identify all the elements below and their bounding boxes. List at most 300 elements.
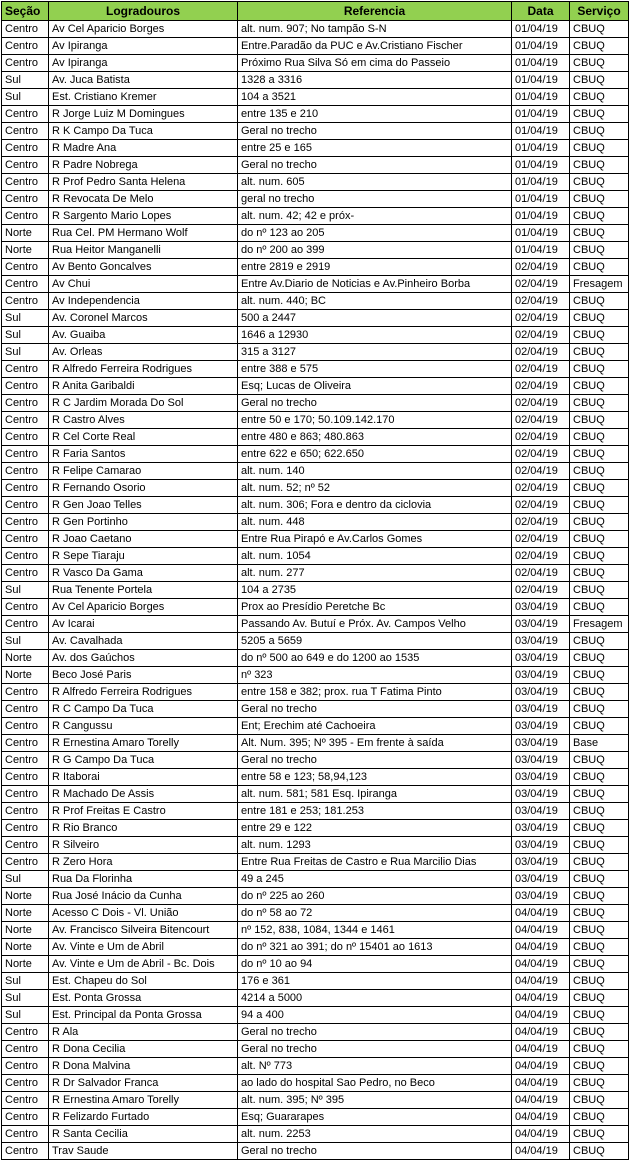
cell-logradouro: Rua Cel. PM Hermano Wolf xyxy=(49,225,238,242)
cell-logradouro: R Dona Malvina xyxy=(49,1058,238,1075)
cell-referencia: 4214 a 5000 xyxy=(238,990,512,1007)
table-row xyxy=(2,38,629,55)
cell-secao: Centro xyxy=(2,191,49,208)
cell-logradouro: Av. Juca Batista xyxy=(49,72,238,89)
cell-data: 01/04/19 xyxy=(512,174,570,191)
cell-referencia: do nº 225 ao 260 xyxy=(238,888,512,905)
table-row xyxy=(2,429,629,446)
cell-secao: Norte xyxy=(2,939,49,956)
table-row xyxy=(2,463,629,480)
cell-servico: CBUQ xyxy=(570,650,629,667)
cell-data: 04/04/19 xyxy=(512,956,570,973)
cell-logradouro: R Ernestina Amaro Torelly xyxy=(49,735,238,752)
table-row xyxy=(2,123,629,140)
table-row xyxy=(2,174,629,191)
cell-servico: CBUQ xyxy=(570,922,629,939)
cell-referencia: entre 135 e 210 xyxy=(238,106,512,123)
cell-data: 02/04/19 xyxy=(512,395,570,412)
cell-servico: CBUQ xyxy=(570,1075,629,1092)
cell-data: 03/04/19 xyxy=(512,769,570,786)
cell-data: 04/04/19 xyxy=(512,1007,570,1024)
cell-servico: CBUQ xyxy=(570,973,629,990)
cell-secao: Centro xyxy=(2,497,49,514)
cell-secao: Centro xyxy=(2,174,49,191)
cell-secao: Sul xyxy=(2,344,49,361)
cell-servico: CBUQ xyxy=(570,667,629,684)
column-header-referencia: Referencia xyxy=(238,2,512,21)
cell-data: 02/04/19 xyxy=(512,378,570,395)
cell-servico: CBUQ xyxy=(570,106,629,123)
cell-secao: Centro xyxy=(2,1092,49,1109)
cell-servico: CBUQ xyxy=(570,140,629,157)
cell-logradouro: R Cel Corte Real xyxy=(49,429,238,446)
cell-referencia: Geral no trecho xyxy=(238,395,512,412)
cell-servico: CBUQ xyxy=(570,803,629,820)
table-row xyxy=(2,735,629,752)
cell-servico: CBUQ xyxy=(570,514,629,531)
cell-secao: Norte xyxy=(2,242,49,259)
table-row xyxy=(2,1075,629,1092)
cell-secao: Sul xyxy=(2,72,49,89)
cell-referencia: entre 158 e 382; prox. rua T Fatima Pinto xyxy=(238,684,512,701)
cell-secao: Centro xyxy=(2,1024,49,1041)
cell-data: 04/04/19 xyxy=(512,939,570,956)
cell-logradouro: Av Cel Aparicio Borges xyxy=(49,21,238,38)
cell-servico: CBUQ xyxy=(570,633,629,650)
cell-data: 03/04/19 xyxy=(512,820,570,837)
cell-logradouro: Av. Vinte e Um de Abril - Bc. Dois xyxy=(49,956,238,973)
cell-referencia: Geral no trecho xyxy=(238,1041,512,1058)
cell-referencia: entre 181 e 253; 181.253 xyxy=(238,803,512,820)
cell-referencia: entre 2819 e 2919 xyxy=(238,259,512,276)
table-row xyxy=(2,820,629,837)
table-row xyxy=(2,633,629,650)
cell-data: 03/04/19 xyxy=(512,786,570,803)
cell-logradouro: R Gen Joao Telles xyxy=(49,497,238,514)
cell-servico: CBUQ xyxy=(570,38,629,55)
table-row xyxy=(2,803,629,820)
cell-secao: Centro xyxy=(2,769,49,786)
table-row xyxy=(2,361,629,378)
table-row xyxy=(2,21,629,38)
cell-referencia: 94 a 400 xyxy=(238,1007,512,1024)
cell-referencia: nº 323 xyxy=(238,667,512,684)
table-row xyxy=(2,1109,629,1126)
cell-logradouro: R Vasco Da Gama xyxy=(49,565,238,582)
table-row xyxy=(2,922,629,939)
cell-referencia: Geral no trecho xyxy=(238,157,512,174)
cell-logradouro: R Padre Nobrega xyxy=(49,157,238,174)
table-row xyxy=(2,1041,629,1058)
table-row xyxy=(2,293,629,310)
column-header-servico: Serviço xyxy=(570,2,629,21)
cell-data: 02/04/19 xyxy=(512,429,570,446)
cell-logradouro: R Sepe Tiaraju xyxy=(49,548,238,565)
cell-servico: CBUQ xyxy=(570,531,629,548)
cell-referencia: ao lado do hospital Sao Pedro, no Beco xyxy=(238,1075,512,1092)
cell-data: 02/04/19 xyxy=(512,293,570,310)
cell-servico: CBUQ xyxy=(570,157,629,174)
cell-secao: Centro xyxy=(2,463,49,480)
cell-data: 03/04/19 xyxy=(512,633,570,650)
table-row xyxy=(2,548,629,565)
cell-servico: CBUQ xyxy=(570,1109,629,1126)
cell-data: 01/04/19 xyxy=(512,21,570,38)
cell-referencia: do nº 200 ao 399 xyxy=(238,242,512,259)
cell-servico: CBUQ xyxy=(570,72,629,89)
cell-logradouro: R C Jardim Morada Do Sol xyxy=(49,395,238,412)
cell-secao: Centro xyxy=(2,752,49,769)
cell-data: 02/04/19 xyxy=(512,412,570,429)
cell-logradouro: R Prof Freitas E Castro xyxy=(49,803,238,820)
cell-logradouro: R Sargento Mario Lopes xyxy=(49,208,238,225)
cell-logradouro: R Dr Salvador Franca xyxy=(49,1075,238,1092)
cell-referencia: do nº 500 ao 649 e do 1200 ao 1535 xyxy=(238,650,512,667)
table-row xyxy=(2,718,629,735)
cell-referencia: nº 152, 838, 1084, 1344 e 1461 xyxy=(238,922,512,939)
cell-referencia: do nº 10 ao 94 xyxy=(238,956,512,973)
table-row xyxy=(2,497,629,514)
table-row xyxy=(2,1024,629,1041)
cell-data: 01/04/19 xyxy=(512,106,570,123)
table-row xyxy=(2,225,629,242)
cell-secao: Centro xyxy=(2,38,49,55)
table-row xyxy=(2,140,629,157)
cell-referencia: 1646 a 12930 xyxy=(238,327,512,344)
cell-logradouro: R Santa Cecilia xyxy=(49,1126,238,1143)
cell-data: 04/04/19 xyxy=(512,973,570,990)
cell-secao: Norte xyxy=(2,956,49,973)
cell-logradouro: R K Campo Da Tuca xyxy=(49,123,238,140)
cell-secao: Centro xyxy=(2,718,49,735)
cell-secao: Norte xyxy=(2,922,49,939)
cell-servico: CBUQ xyxy=(570,956,629,973)
cell-servico: CBUQ xyxy=(570,718,629,735)
cell-logradouro: R Fernando Osorio xyxy=(49,480,238,497)
cell-servico: CBUQ xyxy=(570,752,629,769)
table-row xyxy=(2,837,629,854)
cell-secao: Centro xyxy=(2,684,49,701)
cell-data: 04/04/19 xyxy=(512,1024,570,1041)
table-row xyxy=(2,871,629,888)
cell-logradouro: R Madre Ana xyxy=(49,140,238,157)
table-row xyxy=(2,446,629,463)
cell-servico: CBUQ xyxy=(570,939,629,956)
table-row xyxy=(2,973,629,990)
cell-secao: Norte xyxy=(2,225,49,242)
cell-secao: Sul xyxy=(2,990,49,1007)
cell-referencia: alt. num. 2253 xyxy=(238,1126,512,1143)
cell-data: 02/04/19 xyxy=(512,259,570,276)
cell-servico: CBUQ xyxy=(570,480,629,497)
cell-servico: CBUQ xyxy=(570,582,629,599)
cell-data: 02/04/19 xyxy=(512,344,570,361)
cell-data: 04/04/19 xyxy=(512,1109,570,1126)
cell-logradouro: Av. Vinte e Um de Abril xyxy=(49,939,238,956)
cell-servico: CBUQ xyxy=(570,259,629,276)
cell-logradouro: R Silveiro xyxy=(49,837,238,854)
cell-logradouro: R C Campo Da Tuca xyxy=(49,701,238,718)
cell-servico: CBUQ xyxy=(570,293,629,310)
cell-servico: CBUQ xyxy=(570,310,629,327)
cell-secao: Centro xyxy=(2,1075,49,1092)
cell-secao: Centro xyxy=(2,106,49,123)
cell-data: 04/04/19 xyxy=(512,1041,570,1058)
cell-logradouro: Av Icarai xyxy=(49,616,238,633)
cell-secao: Sul xyxy=(2,871,49,888)
table-row xyxy=(2,1007,629,1024)
table-row xyxy=(2,1092,629,1109)
cell-logradouro: Av. Orleas xyxy=(49,344,238,361)
cell-data: 03/04/19 xyxy=(512,837,570,854)
cell-servico: CBUQ xyxy=(570,769,629,786)
cell-data: 03/04/19 xyxy=(512,684,570,701)
cell-logradouro: R Felizardo Furtado xyxy=(49,1109,238,1126)
cell-logradouro: R Alfredo Ferreira Rodrigues xyxy=(49,361,238,378)
cell-servico: CBUQ xyxy=(570,242,629,259)
cell-data: 03/04/19 xyxy=(512,701,570,718)
cell-logradouro: Av Independencia xyxy=(49,293,238,310)
cell-logradouro: R Itaborai xyxy=(49,769,238,786)
cell-servico: CBUQ xyxy=(570,1041,629,1058)
cell-servico: CBUQ xyxy=(570,548,629,565)
cell-logradouro: R Faria Santos xyxy=(49,446,238,463)
table-row xyxy=(2,208,629,225)
cell-referencia: alt. num. 448 xyxy=(238,514,512,531)
cell-data: 02/04/19 xyxy=(512,276,570,293)
cell-data: 02/04/19 xyxy=(512,446,570,463)
cell-secao: Sul xyxy=(2,973,49,990)
cell-secao: Centro xyxy=(2,820,49,837)
cell-secao: Centro xyxy=(2,412,49,429)
cell-logradouro: R Alfredo Ferreira Rodrigues xyxy=(49,684,238,701)
table-row xyxy=(2,412,629,429)
cell-secao: Centro xyxy=(2,480,49,497)
cell-referencia: 315 a 3127 xyxy=(238,344,512,361)
cell-logradouro: Trav Saude xyxy=(49,1143,238,1160)
table-row xyxy=(2,1126,629,1143)
cell-logradouro: R Jorge Luiz M Domingues xyxy=(49,106,238,123)
cell-referencia: Alt. Num. 395; Nº 395 - Em frente à saída xyxy=(238,735,512,752)
cell-data: 01/04/19 xyxy=(512,140,570,157)
cell-secao: Sul xyxy=(2,310,49,327)
cell-secao: Centro xyxy=(2,395,49,412)
cell-referencia: alt. num. 605 xyxy=(238,174,512,191)
cell-referencia: alt. num. 306; Fora e dentro da ciclovia xyxy=(238,497,512,514)
cell-data: 04/04/19 xyxy=(512,1126,570,1143)
cell-logradouro: R Machado De Assis xyxy=(49,786,238,803)
cell-secao: Centro xyxy=(2,208,49,225)
cell-secao: Centro xyxy=(2,1058,49,1075)
cell-referencia: do nº 58 ao 72 xyxy=(238,905,512,922)
cell-servico: CBUQ xyxy=(570,89,629,106)
cell-secao: Centro xyxy=(2,1126,49,1143)
cell-servico: CBUQ xyxy=(570,208,629,225)
cell-secao: Centro xyxy=(2,140,49,157)
cell-logradouro: R Revocata De Melo xyxy=(49,191,238,208)
table-row xyxy=(2,242,629,259)
cell-referencia: Geral no trecho xyxy=(238,1024,512,1041)
cell-data: 02/04/19 xyxy=(512,497,570,514)
cell-servico: CBUQ xyxy=(570,174,629,191)
table-row xyxy=(2,276,629,293)
table-row xyxy=(2,191,629,208)
cell-logradouro: Est. Ponta Grossa xyxy=(49,990,238,1007)
cell-referencia: alt. num. 52; nº 52 xyxy=(238,480,512,497)
cell-logradouro: R Castro Alves xyxy=(49,412,238,429)
cell-referencia: alt. num. 277 xyxy=(238,565,512,582)
cell-referencia: Esq; Guararapes xyxy=(238,1109,512,1126)
cell-data: 03/04/19 xyxy=(512,752,570,769)
cell-referencia: Geral no trecho xyxy=(238,701,512,718)
cell-referencia: Geral no trecho xyxy=(238,1143,512,1160)
cell-data: 01/04/19 xyxy=(512,89,570,106)
cell-data: 02/04/19 xyxy=(512,480,570,497)
cell-data: 02/04/19 xyxy=(512,310,570,327)
column-header-secao: Seção xyxy=(2,2,49,21)
table-row xyxy=(2,72,629,89)
cell-logradouro: R Cangussu xyxy=(49,718,238,735)
table-row xyxy=(2,582,629,599)
cell-servico: CBUQ xyxy=(570,990,629,1007)
table-row xyxy=(2,956,629,973)
cell-secao: Centro xyxy=(2,429,49,446)
table-row xyxy=(2,565,629,582)
table-row xyxy=(2,701,629,718)
cell-referencia: Prox ao Presídio Peretche Bc xyxy=(238,599,512,616)
cell-secao: Centro xyxy=(2,514,49,531)
services-table xyxy=(1,1,629,1160)
cell-secao: Sul xyxy=(2,89,49,106)
cell-logradouro: Av Ipiranga xyxy=(49,38,238,55)
cell-secao: Centro xyxy=(2,616,49,633)
cell-logradouro: Av Bento Goncalves xyxy=(49,259,238,276)
cell-secao: Centro xyxy=(2,123,49,140)
table-row xyxy=(2,1058,629,1075)
cell-data: 03/04/19 xyxy=(512,667,570,684)
cell-secao: Centro xyxy=(2,1143,49,1160)
cell-servico: CBUQ xyxy=(570,378,629,395)
cell-logradouro: R Rio Branco xyxy=(49,820,238,837)
cell-servico: CBUQ xyxy=(570,684,629,701)
cell-referencia: entre 58 e 123; 58,94,123 xyxy=(238,769,512,786)
cell-data: 04/04/19 xyxy=(512,905,570,922)
cell-logradouro: Rua Da Florinha xyxy=(49,871,238,888)
cell-logradouro: Est. Principal da Ponta Grossa xyxy=(49,1007,238,1024)
cell-logradouro: R Dona Cecilia xyxy=(49,1041,238,1058)
cell-secao: Centro xyxy=(2,259,49,276)
table-row xyxy=(2,599,629,616)
cell-referencia: entre 622 e 650; 622.650 xyxy=(238,446,512,463)
cell-secao: Sul xyxy=(2,1007,49,1024)
cell-secao: Centro xyxy=(2,293,49,310)
cell-data: 03/04/19 xyxy=(512,888,570,905)
cell-referencia: 5205 a 5659 xyxy=(238,633,512,650)
cell-servico: CBUQ xyxy=(570,1024,629,1041)
cell-secao: Norte xyxy=(2,667,49,684)
cell-referencia: 500 a 2447 xyxy=(238,310,512,327)
table-row xyxy=(2,259,629,276)
cell-secao: Centro xyxy=(2,735,49,752)
cell-secao: Sul xyxy=(2,582,49,599)
cell-referencia: entre 25 e 165 xyxy=(238,140,512,157)
table-row xyxy=(2,89,629,106)
cell-logradouro: Av. Coronel Marcos xyxy=(49,310,238,327)
cell-servico: CBUQ xyxy=(570,21,629,38)
cell-secao: Centro xyxy=(2,548,49,565)
table-row xyxy=(2,531,629,548)
cell-referencia: Geral no trecho xyxy=(238,752,512,769)
cell-referencia: geral no trecho xyxy=(238,191,512,208)
table-row xyxy=(2,1143,629,1160)
cell-data: 02/04/19 xyxy=(512,514,570,531)
table-row xyxy=(2,157,629,174)
cell-referencia: Entre Rua Pirapó e Av.Carlos Gomes xyxy=(238,531,512,548)
cell-logradouro: Acesso C Dois - Vl. União xyxy=(49,905,238,922)
cell-logradouro: R Gen Portinho xyxy=(49,514,238,531)
cell-data: 02/04/19 xyxy=(512,463,570,480)
table-row xyxy=(2,106,629,123)
cell-referencia: alt. num. 1054 xyxy=(238,548,512,565)
cell-referencia: alt. num. 42; 42 e próx- xyxy=(238,208,512,225)
cell-secao: Centro xyxy=(2,55,49,72)
cell-secao: Centro xyxy=(2,599,49,616)
cell-referencia: alt. num. 395; Nº 395 xyxy=(238,1092,512,1109)
table-row xyxy=(2,327,629,344)
cell-secao: Centro xyxy=(2,786,49,803)
table-row xyxy=(2,344,629,361)
cell-servico: CBUQ xyxy=(570,395,629,412)
cell-servico: CBUQ xyxy=(570,786,629,803)
cell-data: 01/04/19 xyxy=(512,38,570,55)
table-row xyxy=(2,769,629,786)
cell-data: 02/04/19 xyxy=(512,548,570,565)
cell-servico: CBUQ xyxy=(570,361,629,378)
cell-servico: CBUQ xyxy=(570,412,629,429)
cell-logradouro: Beco José Paris xyxy=(49,667,238,684)
cell-data: 02/04/19 xyxy=(512,565,570,582)
header-row xyxy=(2,2,629,21)
cell-referencia: Entre.Paradão da PUC e Av.Cristiano Fischer xyxy=(238,38,512,55)
cell-referencia: alt. Nº 773 xyxy=(238,1058,512,1075)
cell-data: 02/04/19 xyxy=(512,531,570,548)
cell-referencia: do nº 321 ao 391; do nº 15401 ao 1613 xyxy=(238,939,512,956)
cell-servico: CBUQ xyxy=(570,344,629,361)
table-row xyxy=(2,650,629,667)
cell-servico: CBUQ xyxy=(570,854,629,871)
cell-secao: Norte xyxy=(2,905,49,922)
cell-secao: Norte xyxy=(2,888,49,905)
cell-logradouro: Est. Chapeu do Sol xyxy=(49,973,238,990)
cell-servico: CBUQ xyxy=(570,701,629,718)
cell-data: 01/04/19 xyxy=(512,72,570,89)
cell-secao: Centro xyxy=(2,565,49,582)
table-row xyxy=(2,752,629,769)
cell-referencia: Próximo Rua Silva Só em cima do Passeio xyxy=(238,55,512,72)
cell-logradouro: Av. Guaiba xyxy=(49,327,238,344)
cell-data: 01/04/19 xyxy=(512,157,570,174)
table-row xyxy=(2,990,629,1007)
table-row xyxy=(2,786,629,803)
table-row xyxy=(2,395,629,412)
cell-secao: Centro xyxy=(2,361,49,378)
column-header-logradouros: Logradouros xyxy=(49,2,238,21)
cell-referencia: alt. num. 140 xyxy=(238,463,512,480)
cell-secao: Centro xyxy=(2,21,49,38)
cell-servico: CBUQ xyxy=(570,1007,629,1024)
cell-secao: Centro xyxy=(2,701,49,718)
cell-logradouro: R Felipe Camarao xyxy=(49,463,238,480)
